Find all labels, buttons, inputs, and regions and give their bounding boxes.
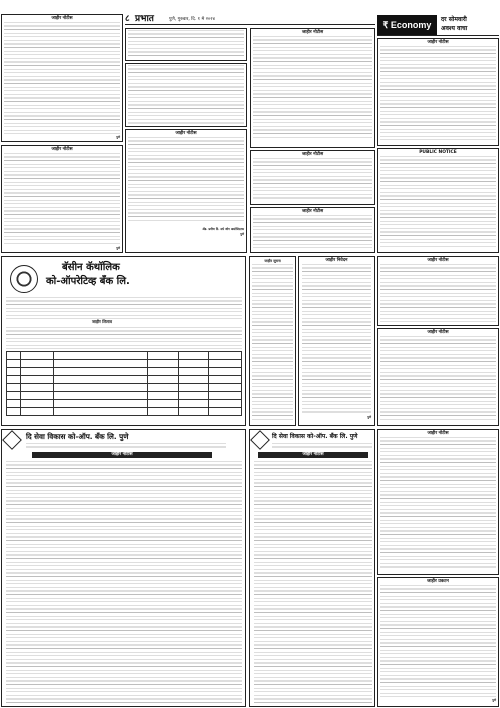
notice-title: जाहीर सूचना xyxy=(264,259,281,263)
notice-body-text xyxy=(380,437,496,569)
economy-tagline-1: दर सोमवारी xyxy=(441,16,467,23)
notice-col2-b xyxy=(125,63,247,127)
notice-title: जाहीर नोटीस xyxy=(175,131,197,136)
notice-title: जाहीर प्रकटन xyxy=(427,579,449,584)
notice-col1-a xyxy=(1,14,123,142)
notice-col4-f xyxy=(377,577,499,707)
notice-title: जाहीर नोटीस xyxy=(51,16,73,21)
notice-body-text xyxy=(380,336,496,420)
notice-title: जाहीर नोटीस xyxy=(301,209,324,214)
seva-bank-logo-icon xyxy=(2,430,22,450)
notice-body-text xyxy=(4,22,120,134)
notice-body-text xyxy=(4,153,120,245)
notice-place: पुणे xyxy=(116,135,120,139)
notice-col4-b xyxy=(377,148,499,253)
notice-body-text xyxy=(380,46,496,140)
notice-title: जाहीर नोटीस xyxy=(427,431,449,436)
notice-col4-d xyxy=(377,328,499,426)
economy-tagline-2: अवश्य वाचा xyxy=(441,25,468,32)
bank-notice-intro xyxy=(6,327,242,349)
notice-col3-a xyxy=(250,28,375,148)
notice-body-text xyxy=(253,158,372,200)
bank-logo-icon xyxy=(10,265,38,293)
notice-col2-c xyxy=(125,129,247,253)
seva-bank-notice-body xyxy=(254,461,372,704)
economy-badge: ₹ Economy xyxy=(377,15,437,35)
masthead-logo: प्रभात xyxy=(135,14,154,24)
notice-place: पुणे xyxy=(116,246,120,250)
notice-body-text xyxy=(380,156,496,247)
bank-ad xyxy=(1,256,246,426)
notice-col4-c xyxy=(377,256,499,326)
seva-bank-ad-right xyxy=(249,429,375,707)
notice-body-text xyxy=(252,264,293,420)
seva-bank-logo-icon xyxy=(250,430,270,450)
advocate-name: ॲड. प्रवीण दि. सपे जोग असोसिएटस xyxy=(202,227,244,231)
notice-body-text xyxy=(128,137,244,223)
notice-body-text xyxy=(253,36,372,140)
notice-place: पुणे xyxy=(367,415,371,419)
notice-middle xyxy=(298,256,375,426)
bank-notice-title: जाहीर लिलाव xyxy=(92,319,112,324)
notice-body-text xyxy=(380,585,496,697)
english-notice-title: PUBLIC NOTICE xyxy=(419,150,457,155)
notice-place: पुणे xyxy=(240,232,244,236)
notice-col4-e xyxy=(377,429,499,575)
seva-bank-notice-title: जाहीर नोटीस xyxy=(32,452,212,458)
page-number: ८ xyxy=(125,14,130,24)
notice-small-col xyxy=(249,256,296,426)
seva-bank-ad-left xyxy=(1,429,246,707)
seva-bank-address xyxy=(26,443,226,450)
notice-col4-a xyxy=(377,38,499,146)
notice-body-text xyxy=(128,65,244,125)
bank-name-line2: को-ऑपरेटिव्ह बँक लि. xyxy=(46,276,130,287)
seva-bank-name: दि सेवा विकास को-ऑप. बँक लि. पुणे xyxy=(26,432,129,441)
seva-bank-notice-title: जाहीर नोटीस xyxy=(258,452,368,458)
notice-place: पुणे xyxy=(492,698,496,702)
notice-col1-b xyxy=(1,145,123,253)
notice-body-text xyxy=(380,264,496,322)
seva-bank-address xyxy=(272,443,372,450)
notice-title: जाहीर नोटीस xyxy=(427,40,449,45)
notice-title: जाहीर नोटीस xyxy=(427,330,449,335)
notice-title: जाहीर नोटीस xyxy=(301,30,324,35)
seva-bank-notice-body xyxy=(6,461,242,704)
notice-title: जाहीर निवेदन xyxy=(325,258,348,263)
notice-col3-c xyxy=(250,207,375,253)
masthead xyxy=(125,14,375,25)
notice-title: जाहीर नोटीस xyxy=(51,147,73,152)
notice-col3-b xyxy=(250,150,375,205)
notice-body-text xyxy=(253,215,372,249)
bank-auction-table xyxy=(6,351,242,423)
notice-col2-a xyxy=(125,28,247,61)
notice-body-text xyxy=(302,264,371,414)
seva-bank-name: दि सेवा विकास को-ऑप. बँक लि. पुणे xyxy=(272,433,358,440)
notice-title: जाहीर नोटीस xyxy=(301,152,324,157)
bank-name-line1: बॅसीन कॅथॉलिक xyxy=(62,262,120,273)
economy-banner xyxy=(377,14,499,36)
notice-body-text xyxy=(128,30,244,59)
notice-title: जाहीर नोटीस xyxy=(427,258,449,263)
bank-address xyxy=(6,297,242,319)
masthead-date: पुणे, गुरुवार, दि. १ मे २०२४ xyxy=(169,17,215,22)
